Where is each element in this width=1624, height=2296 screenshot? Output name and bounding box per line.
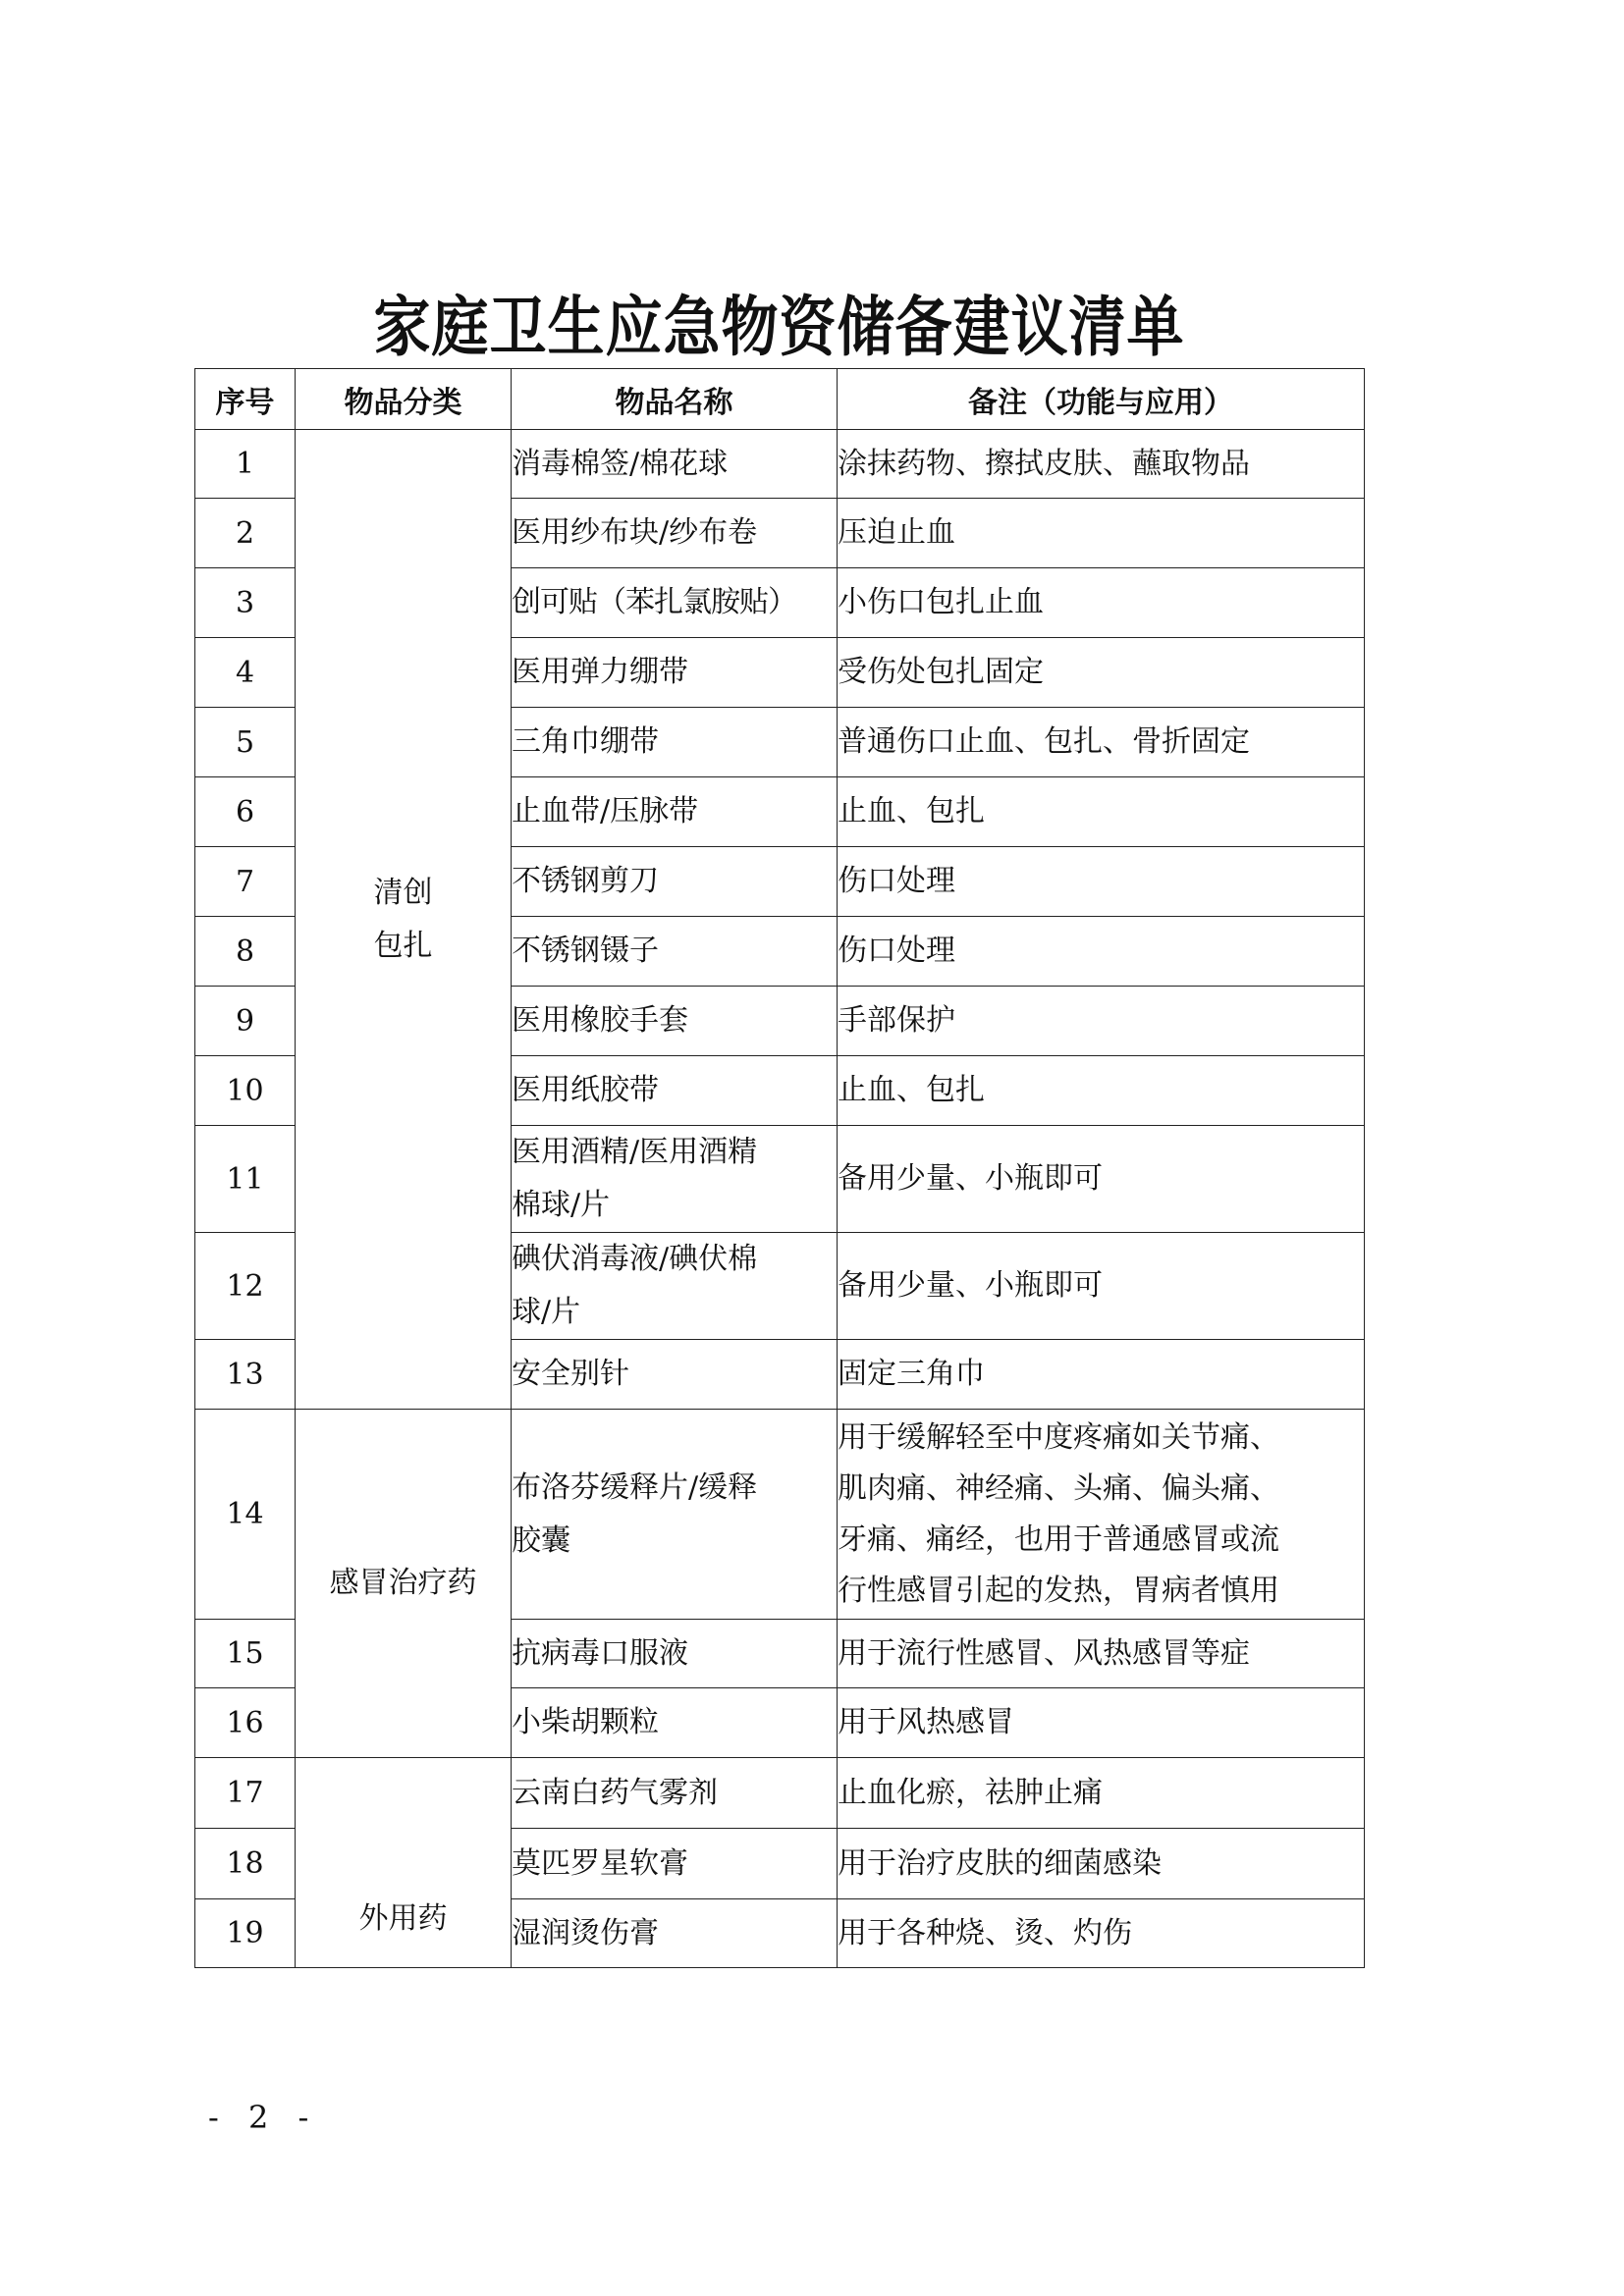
item-name	[512, 1410, 838, 1620]
item-name: 云南白药气雾剂	[512, 1758, 838, 1829]
item-name-line: 布洛芬缓释片/缓释	[512, 1469, 758, 1505]
item-note: 小伤口包扎止血	[838, 568, 1365, 638]
item-note-line: 行性感冒引起的发热，胃病者慎用	[838, 1573, 1279, 1608]
item-name: 安全别针	[512, 1340, 838, 1410]
category-cell	[296, 1758, 512, 1968]
table-row	[195, 1410, 1365, 1620]
item-name: 创可贴（苯扎氯胺贴）	[512, 568, 838, 638]
item-name: 止血带/压脉带	[512, 777, 838, 847]
category-cell	[296, 430, 512, 1410]
row-no: 15	[195, 1620, 296, 1688]
row-no: 6	[195, 777, 296, 847]
category-label: 感冒治疗药	[329, 1566, 477, 1600]
item-note	[838, 1410, 1365, 1620]
page-title: 家庭卫生应急物资储备建议清单	[373, 288, 1185, 366]
item-note: 止血、包扎	[838, 1056, 1365, 1126]
item-note-line: 肌肉痛、神经痛、头痛、偏头痛、	[838, 1470, 1279, 1506]
item-name-line: 球/片	[512, 1295, 581, 1329]
item-note: 用于治疗皮肤的细菌感染	[838, 1829, 1365, 1899]
item-note: 用于风热感冒	[838, 1688, 1365, 1758]
category-label: 包扎	[373, 928, 433, 963]
row-no: 18	[195, 1829, 296, 1899]
item-name: 湿润烫伤膏	[512, 1899, 838, 1968]
row-no: 11	[195, 1126, 296, 1233]
item-note: 受伤处包扎固定	[838, 638, 1365, 708]
item-note: 备用少量、小瓶即可	[838, 1126, 1365, 1233]
item-note: 伤口处理	[838, 847, 1365, 917]
row-no: 13	[195, 1340, 296, 1410]
row-no: 17	[195, 1758, 296, 1829]
row-no: 4	[195, 638, 296, 708]
row-no: 14	[195, 1410, 296, 1620]
item-name: 医用纱布块/纱布卷	[512, 499, 838, 568]
item-name: 抗病毒口服液	[512, 1620, 838, 1688]
item-note: 用于流行性感冒、风热感冒等症	[838, 1620, 1365, 1688]
table-row	[195, 1758, 1365, 1829]
category-label: 外用药	[358, 1901, 448, 1936]
row-no: 10	[195, 1056, 296, 1126]
item-name: 莫匹罗星软膏	[512, 1829, 838, 1899]
table-row	[195, 430, 1365, 499]
item-note: 伤口处理	[838, 917, 1365, 987]
item-note: 止血、包扎	[838, 777, 1365, 847]
item-name-line: 胶囊	[512, 1522, 570, 1558]
row-no: 16	[195, 1688, 296, 1758]
header-no: 序号	[195, 369, 296, 430]
item-note: 涂抹药物、擦拭皮肤、蘸取物品	[838, 430, 1365, 499]
page-number: - 2 -	[208, 2099, 319, 2136]
header-category: 物品分类	[296, 369, 512, 430]
category-cell	[296, 1410, 512, 1758]
item-name	[512, 1233, 838, 1340]
item-name: 消毒棉签/棉花球	[512, 430, 838, 499]
item-name-line: 医用酒精/医用酒精	[512, 1135, 758, 1169]
header-note: 备注（功能与应用）	[838, 369, 1365, 430]
item-name: 医用纸胶带	[512, 1056, 838, 1126]
table-header-row	[195, 369, 1365, 430]
category-label: 清创	[373, 875, 433, 910]
row-no: 12	[195, 1233, 296, 1340]
item-note: 压迫止血	[838, 499, 1365, 568]
item-name: 小柴胡颗粒	[512, 1688, 838, 1758]
row-no: 1	[195, 430, 296, 499]
row-no: 7	[195, 847, 296, 917]
row-no: 3	[195, 568, 296, 638]
item-name: 医用弹力绷带	[512, 638, 838, 708]
item-name: 三角巾绷带	[512, 708, 838, 777]
row-no: 5	[195, 708, 296, 777]
item-name-line: 碘伏消毒液/碘伏棉	[512, 1242, 758, 1276]
row-no: 8	[195, 917, 296, 987]
item-note-line: 用于缓解轻至中度疼痛如关节痛、	[838, 1419, 1279, 1455]
header-name: 物品名称	[512, 369, 838, 430]
item-name: 医用橡胶手套	[512, 987, 838, 1056]
item-name	[512, 1126, 838, 1233]
item-name: 不锈钢镊子	[512, 917, 838, 987]
item-note: 止血化瘀，祛肿止痛	[838, 1758, 1365, 1829]
item-note: 备用少量、小瓶即可	[838, 1233, 1365, 1340]
row-no: 2	[195, 499, 296, 568]
item-name: 不锈钢剪刀	[512, 847, 838, 917]
row-no: 9	[195, 987, 296, 1056]
item-name-line: 棉球/片	[512, 1188, 611, 1222]
supplies-table	[194, 368, 1365, 1968]
item-note: 固定三角巾	[838, 1340, 1365, 1410]
item-note-line: 牙痛、痛经，也用于普通感冒或流	[838, 1522, 1279, 1557]
row-no: 19	[195, 1899, 296, 1968]
item-note: 用于各种烧、烫、灼伤	[838, 1899, 1365, 1968]
item-note: 普通伤口止血、包扎、骨折固定	[838, 708, 1365, 777]
item-note: 手部保护	[838, 987, 1365, 1056]
